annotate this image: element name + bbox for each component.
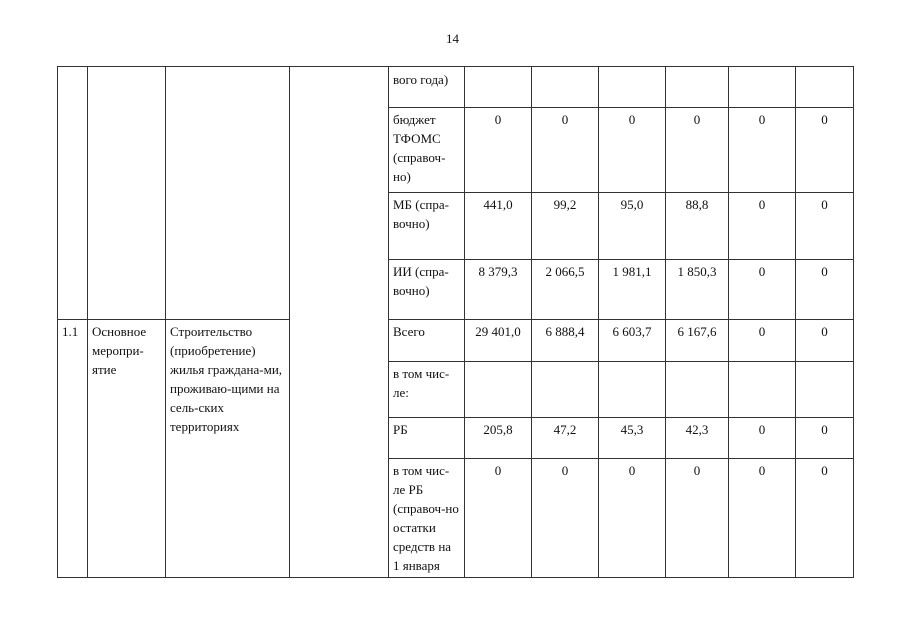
- value-cell: [599, 362, 666, 418]
- value-cell: 2 066,5: [532, 260, 599, 320]
- value-cell: 0: [796, 193, 854, 260]
- value-cell: 45,3: [599, 418, 666, 459]
- value-cell: [666, 67, 729, 108]
- value-cell: 0: [729, 418, 796, 459]
- source-cell: Всего: [389, 320, 465, 362]
- value-cell: [796, 67, 854, 108]
- source-cell: в том чис-ле РБ (справоч-но остатки средств на 1 января: [389, 459, 465, 578]
- value-cell: [729, 67, 796, 108]
- value-cell: 1 981,1: [599, 260, 666, 320]
- table-row: [58, 320, 854, 362]
- value-cell: [729, 362, 796, 418]
- source-cell: бюджет ТФОМС (справоч-но): [389, 108, 465, 193]
- value-cell: [666, 362, 729, 418]
- source-cell: РБ: [389, 418, 465, 459]
- empty-cell: [58, 67, 88, 320]
- value-cell: 6 167,6: [666, 320, 729, 362]
- value-cell: [465, 67, 532, 108]
- value-cell: 6 603,7: [599, 320, 666, 362]
- value-cell: 0: [666, 108, 729, 193]
- value-cell: 42,3: [666, 418, 729, 459]
- value-cell: [465, 362, 532, 418]
- value-cell: 1 850,3: [666, 260, 729, 320]
- value-cell: 99,2: [532, 193, 599, 260]
- value-cell: [796, 362, 854, 418]
- value-cell: 29 401,0: [465, 320, 532, 362]
- table-row: [58, 67, 854, 108]
- value-cell: 0: [729, 260, 796, 320]
- empty-cell: [88, 67, 166, 320]
- empty-cell: [166, 67, 290, 320]
- value-cell: 0: [599, 108, 666, 193]
- item-number: 1.1: [58, 320, 88, 578]
- value-cell: 0: [729, 320, 796, 362]
- source-cell: в том чис-ле:: [389, 362, 465, 418]
- value-cell: 205,8: [465, 418, 532, 459]
- value-cell: 0: [729, 108, 796, 193]
- value-cell: [532, 362, 599, 418]
- value-cell: 0: [796, 320, 854, 362]
- value-cell: 0: [532, 108, 599, 193]
- item-type: Основное меропри-ятие: [88, 320, 166, 578]
- value-cell: 95,0: [599, 193, 666, 260]
- source-cell: ИИ (спра-вочно): [389, 260, 465, 320]
- value-cell: 47,2: [532, 418, 599, 459]
- value-cell: 88,8: [666, 193, 729, 260]
- value-cell: 0: [796, 459, 854, 578]
- value-cell: 441,0: [465, 193, 532, 260]
- value-cell: 0: [666, 459, 729, 578]
- value-cell: [599, 67, 666, 108]
- value-cell: 0: [532, 459, 599, 578]
- value-cell: 0: [796, 260, 854, 320]
- value-cell: 0: [729, 459, 796, 578]
- budget-table: [57, 66, 854, 578]
- item-name: Строительство (приобретение) жилья граждана-ми, проживаю-щими на сель-ских территориях: [166, 320, 290, 578]
- source-cell: МБ (спра-вочно): [389, 193, 465, 260]
- executor-cell: [290, 67, 389, 578]
- value-cell: 0: [465, 108, 532, 193]
- value-cell: 8 379,3: [465, 260, 532, 320]
- page-number: 14: [446, 31, 459, 46]
- value-cell: 0: [796, 108, 854, 193]
- source-cell: вого года): [389, 67, 465, 108]
- value-cell: 0: [796, 418, 854, 459]
- value-cell: 0: [465, 459, 532, 578]
- value-cell: [532, 67, 599, 108]
- value-cell: 6 888,4: [532, 320, 599, 362]
- value-cell: 0: [599, 459, 666, 578]
- value-cell: 0: [729, 193, 796, 260]
